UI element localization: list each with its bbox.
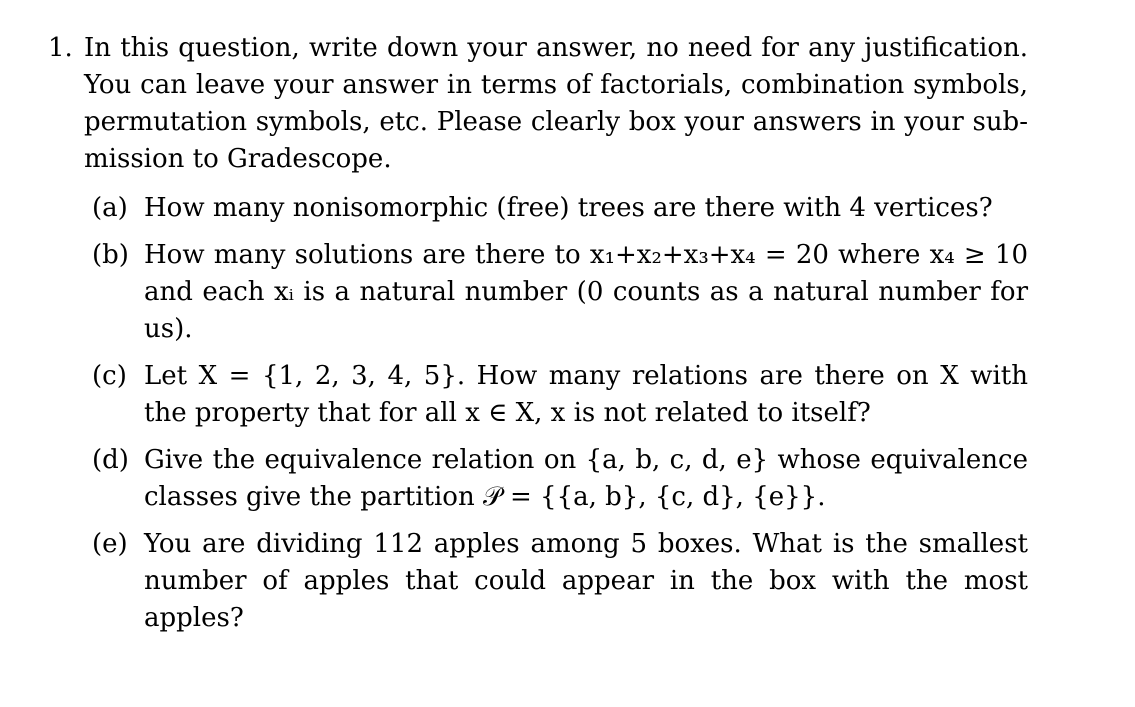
part-text: How many nonisomorphic (free) trees are there with 4 vertices? xyxy=(144,193,993,223)
part-label: (e) xyxy=(92,529,128,559)
part-b xyxy=(92,237,1028,348)
part-text: Let X = {1, 2, 3, 4, 5}. How many relations are there on X with the property that for all x ∈ X, x is not related to itself? xyxy=(144,361,1028,428)
question-number: 1. xyxy=(48,33,73,63)
part-label: (d) xyxy=(92,445,129,475)
part-label: (b) xyxy=(92,240,129,270)
part-text: You are dividing 112 apples among 5 boxes. What is the smallest number of apples that could appear in the box with the most apples? xyxy=(144,529,1028,633)
question-intro: In this question, write down your answer, no need for any justification. You can leave your answer in terms of factorials, combination symbols, permutation symbols, etc. Please clearly box your answers in your sub-mission to Gradescope. xyxy=(84,33,1028,174)
question-block xyxy=(48,30,1028,178)
part-d xyxy=(92,442,1028,516)
question-parts xyxy=(92,190,1028,647)
part-text: How many solutions are there to x₁+x₂+x₃+x₄ = 20 where x₄ ≥ 10 and each xᵢ is a natural number (0 counts as a natural number for us). xyxy=(144,240,1028,344)
part-c xyxy=(92,358,1028,432)
part-label: (c) xyxy=(92,361,127,391)
part-e xyxy=(92,526,1028,637)
part-label: (a) xyxy=(92,193,128,223)
part-text: Give the equivalence relation on {a, b, c, d, e} whose equivalence classes give the partition 𝒫 = {{a, b}, {c, d}, {e}}. xyxy=(144,445,1028,512)
part-a xyxy=(92,190,1028,227)
